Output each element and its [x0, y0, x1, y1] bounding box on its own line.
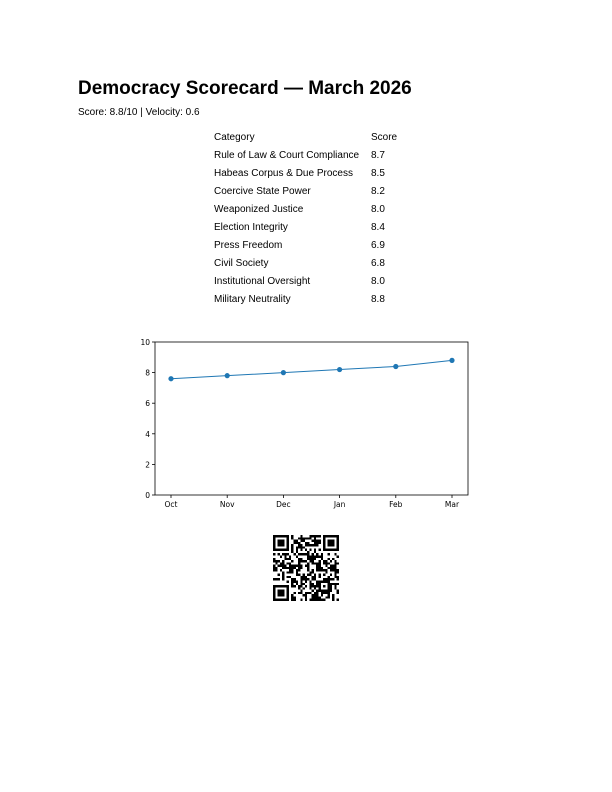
category-cell: Institutional Oversight	[214, 275, 311, 287]
page-title: Democracy Scorecard — March 2026	[78, 78, 412, 99]
table-row	[211, 164, 411, 182]
category-cell: Habeas Corpus & Due Process	[214, 167, 353, 179]
data-point	[281, 370, 286, 375]
table-header-row	[211, 128, 411, 146]
x-tick-label: Oct	[164, 500, 178, 509]
table-row	[211, 200, 411, 218]
data-point	[225, 373, 230, 378]
y-tick-label: 8	[145, 368, 150, 378]
category-cell: Military Neutrality	[214, 293, 291, 305]
data-point	[393, 364, 398, 369]
score-cell: 8.2	[371, 185, 385, 197]
plot-frame	[155, 342, 468, 495]
y-tick-label: 6	[145, 399, 150, 409]
category-cell: Rule of Law & Court Compliance	[214, 149, 360, 161]
data-point	[337, 367, 342, 372]
category-cell: Press Freedom	[214, 239, 283, 251]
score-cell: 8.5	[371, 167, 385, 179]
data-point	[449, 358, 454, 363]
table-row	[211, 146, 411, 164]
score-cell: 6.9	[371, 239, 385, 251]
category-cell: Election Integrity	[214, 221, 288, 233]
score-cell: 8.8	[371, 293, 385, 305]
score-cell: 8.4	[371, 221, 385, 233]
table-row	[211, 254, 411, 272]
score-cell: 8.0	[371, 275, 385, 287]
category-cell: Coercive State Power	[214, 185, 311, 197]
table-row	[211, 272, 411, 290]
score-cell: 6.8	[371, 257, 385, 269]
header-category: Category	[214, 131, 255, 143]
category-cell: Civil Society	[214, 257, 269, 269]
table-row	[211, 182, 411, 200]
score-cell: 8.0	[371, 203, 385, 215]
x-tick-label: Feb	[389, 500, 403, 509]
qr-code-icon	[273, 535, 339, 601]
y-tick-label: 2	[145, 460, 150, 470]
category-cell: Weaponized Justice	[214, 203, 304, 215]
x-tick-label: Mar	[444, 500, 460, 509]
y-tick-label: 10	[140, 338, 150, 347]
data-point	[168, 376, 173, 381]
score-trend-chart	[130, 332, 480, 514]
y-tick-label: 0	[145, 491, 150, 500]
x-tick-label: Dec	[276, 500, 291, 509]
x-tick-label: Jan	[333, 500, 346, 509]
score-summary: Score: 8.8/10 | Velocity: 0.6	[78, 107, 200, 118]
y-tick-label: 4	[145, 429, 150, 439]
table-row	[211, 290, 411, 308]
table-row	[211, 218, 411, 236]
score-table	[211, 128, 411, 308]
header-score: Score	[371, 131, 398, 143]
series-line	[171, 360, 452, 378]
table-row	[211, 236, 411, 254]
x-tick-label: Nov	[219, 500, 235, 509]
score-cell: 8.7	[371, 149, 385, 161]
